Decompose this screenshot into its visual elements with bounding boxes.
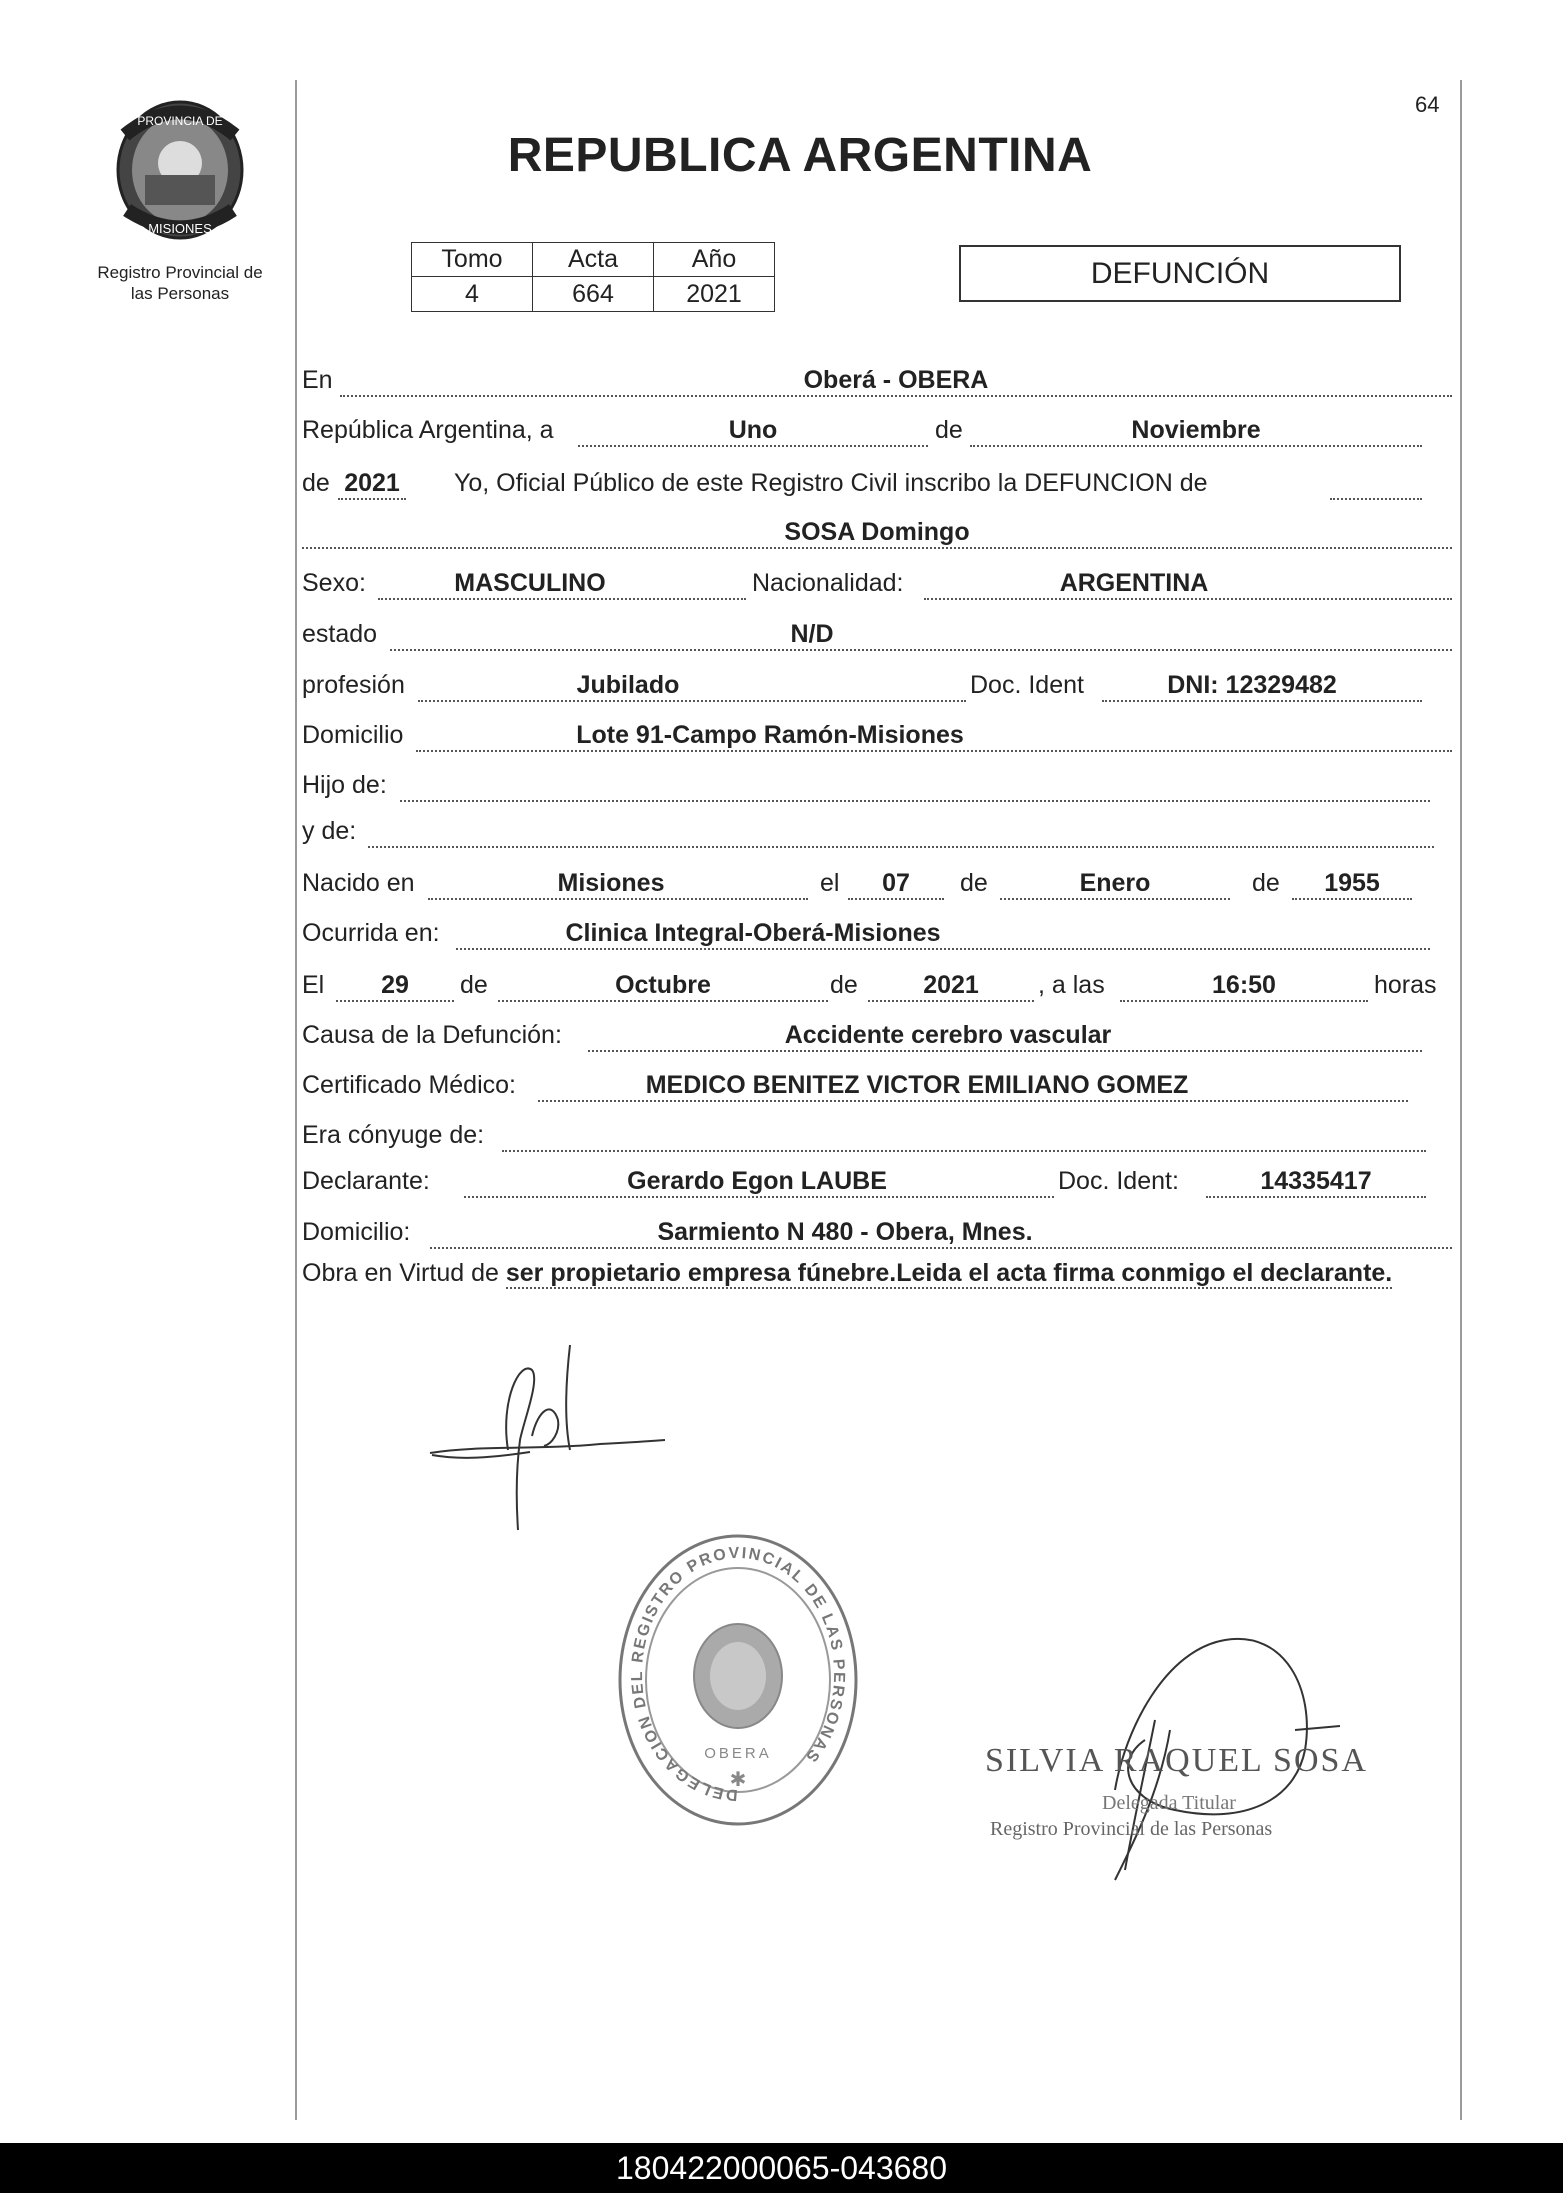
month-value: Noviembre [1131,416,1261,444]
acta-value: 664 [533,277,654,312]
row-name [302,515,1452,551]
official-stamp [614,1530,862,1830]
row-declarante [302,1164,1426,1200]
declarant-signature [420,1340,680,1540]
inscribo-text: Yo, Oficial Público de este Registro Civil inscribo la DEFUNCION de [454,469,1208,497]
provincial-emblem [105,95,255,245]
right-margin-line [1460,80,1462,2120]
en-value: Oberá - OBERA [803,366,989,394]
birth-day: 07 [882,869,910,897]
anio-header: Año [654,243,775,277]
row-decl-domicilio [302,1215,1452,1251]
row-causa [302,1018,1422,1054]
row-ocurrida [302,916,1430,952]
row-hijo [302,768,1430,804]
doc-ident-label: Doc. Ident [970,671,1084,699]
de-label-2: de [302,469,330,497]
obra-label: Obra en Virtud de [302,1259,499,1287]
profesion-value: Jubilado [576,671,680,699]
conyuge-label: Era cónyuge de: [302,1121,485,1149]
El-label: El [302,971,325,999]
death-year: 2021 [923,971,979,999]
estado-label: estado [302,620,378,648]
decl-doc-label: Doc. Ident: [1058,1167,1179,1195]
de-label-5: de [460,971,488,999]
tomo-header: Tomo [412,243,533,277]
official-registry: Registro Provincial de las Personas [990,1818,1273,1840]
declarante-value: Gerardo Egon LAUBE [627,1167,887,1195]
ocurrida-value: Clinica Integral-Oberá-Misiones [565,919,941,947]
sexo-label: Sexo: [302,569,366,597]
nacionalidad-value: ARGENTINA [1059,569,1209,597]
de-label-4: de [1252,869,1280,897]
row-domicilio [302,718,1452,754]
left-margin-line [295,80,297,2120]
row-sexo [302,566,1452,602]
row-nacido [302,866,1412,902]
ocurrida-label: Ocurrida en: [302,919,440,947]
de-label-6: de [830,971,858,999]
estado-value: N/D [790,620,834,648]
footer-code: 180422000065-043680 [0,2143,1563,2193]
page-number: 64 [1415,92,1440,117]
decl-domicilio-label: Domicilio: [302,1218,411,1246]
horas-label: horas [1374,971,1437,999]
domicilio-label: Domicilio [302,721,404,749]
official-name: SILVIA RAQUEL SOSA [985,1742,1368,1779]
row-certificado [302,1068,1408,1104]
nacionalidad-label: Nacionalidad: [752,569,904,597]
republica-label: República Argentina, a [302,416,554,444]
doc-ident-value: DNI: 12329482 [1167,671,1337,699]
decl-domicilio-value: Sarmiento N 480 - Obera, Mnes. [657,1218,1033,1246]
svg-text:PROVINCIA DE: PROVINCIA DE [137,114,223,128]
decl-doc-value: 14335417 [1260,1167,1372,1195]
birth-month: Enero [1079,869,1151,897]
death-day: 29 [381,971,409,999]
certificado-value: MEDICO BENITEZ VICTOR EMILIANO GOMEZ [645,1071,1189,1099]
row-inscribo [302,466,1422,502]
domicilio-value: Lote 91-Campo Ramón-Misiones [576,721,964,749]
obra-value: ser propietario empresa fúnebre.Leida el acta firma conmigo el declarante. [505,1259,1393,1287]
nacido-value: Misiones [557,869,665,897]
svg-text:✱: ✱ [729,1769,747,1791]
row-conyuge [302,1118,1426,1154]
de-label-3: de [960,869,988,897]
official-role: Delegada Titular [1102,1792,1236,1814]
death-month: Octubre [615,971,711,999]
row-death-date [302,968,1452,1004]
row-date [302,413,1422,449]
deceased-name: SOSA Domingo [784,518,970,546]
causa-value: Accidente cerebro vascular [784,1021,1112,1049]
document-type-box: DEFUNCIÓN [959,245,1401,302]
declarante-label: Declarante: [302,1167,430,1195]
svg-text:DELEGACION DEL REGISTRO PROVIN: DELEGACION DEL REGISTRO PROVINCIAL DE LAS PERSONAS [628,1544,848,1804]
sexo-value: MASCULINO [454,569,606,597]
el-label: el [820,869,840,897]
acta-header: Acta [533,243,654,277]
nacido-label: Nacido en [302,869,415,897]
de-label: de [935,416,963,444]
tomo-value: 4 [412,277,533,312]
alas-label: , a las [1038,971,1105,999]
reference-table [411,242,775,312]
causa-label: Causa de la Defunción: [302,1021,562,1049]
obra-paragraph [302,1255,1452,1291]
row-yde [302,814,1434,850]
death-time: 16:50 [1212,971,1276,999]
svg-text:MISIONES: MISIONES [148,221,212,236]
year-value: 2021 [344,469,400,497]
row-profesion [302,668,1422,704]
certificado-label: Certificado Médico: [302,1071,516,1099]
day-value: Uno [728,416,778,444]
profesion-label: profesión [302,671,405,699]
registry-label: Registro Provincial de las Personas [97,263,263,303]
page-title: REPUBLICA ARGENTINA [507,129,1093,182]
en-label: En [302,366,333,394]
anio-value: 2021 [654,277,775,312]
row-estado [302,617,1452,653]
row-en [302,363,1452,399]
svg-text:OBERA: OBERA [704,1745,772,1762]
yde-label: y de: [302,817,357,845]
birth-year: 1955 [1324,869,1380,897]
hijo-label: Hijo de: [302,771,387,799]
